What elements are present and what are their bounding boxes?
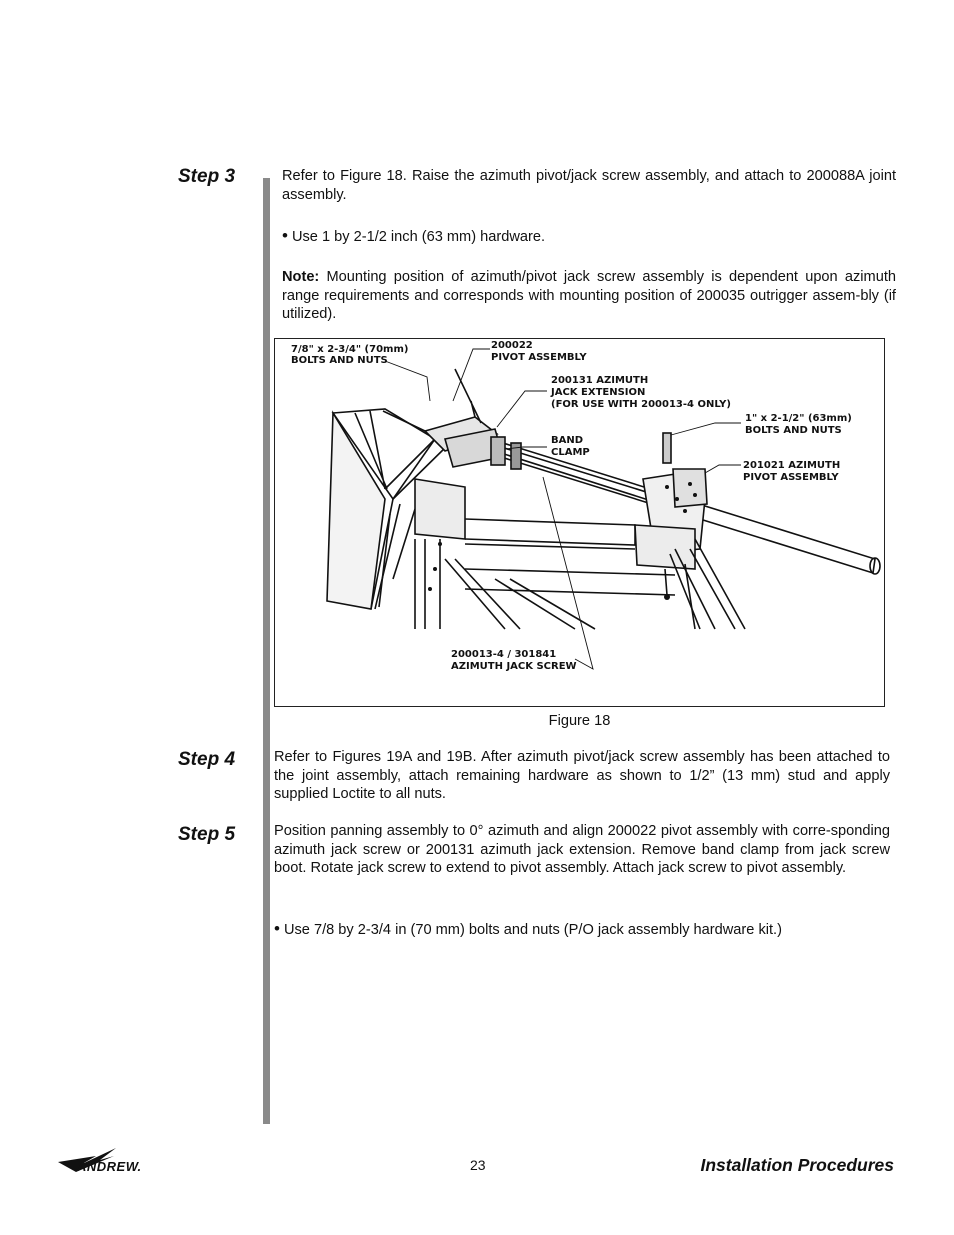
callout-bolts-70-line1: 7/8" x 2-3/4" (70mm) — [291, 344, 409, 355]
margin-rule — [263, 178, 270, 1124]
section-title: Installation Procedures — [700, 1155, 894, 1175]
figure-18-drawing — [275, 339, 886, 708]
figure-18 — [274, 338, 885, 707]
step-3-bullet-text: Use 1 by 2-1/2 inch (63 mm) hardware. — [291, 229, 546, 245]
step-3-text: Refer to Figure 18. Raise the azimuth pivot/jack screw assembly, and attach to 200088A joint assembly. — [282, 168, 896, 203]
step-4-text: Refer to Figures 19A and 19B. After azimuth pivot/jack screw assembly has been attached to the joint assembly, attach remaining hardware as shown to 1/2” (13 mm) stud and apply supplied Loctite to all nuts. — [274, 749, 890, 803]
step-3-label: Step 3 — [178, 166, 236, 187]
callout-pivot-line2: PIVOT ASSEMBLY — [491, 352, 587, 363]
callout-bolts-70-line2: BOLTS AND NUTS — [291, 355, 388, 366]
callout-jack-screw-line2: AZIMUTH JACK SCREW — [451, 661, 577, 672]
step-5-text: Position panning assembly to 0° azimuth and align 200022 pivot assembly with corre-sponding azimuth jack screw or 200131 azimuth jack extension. Remove band clamp from jack screw boot. Rotate jack screw to extend to pivot assembly. Attach jack screw to pivot assembly. — [274, 823, 890, 877]
callout-band-line2: CLAMP — [551, 447, 590, 458]
bullet-icon: • — [282, 226, 288, 245]
page-number: 23 — [470, 1157, 486, 1173]
figure-caption: Figure 18 — [548, 713, 611, 729]
callout-jack-ext-line1: 200131 AZIMUTH — [551, 375, 649, 386]
note-label: Note: — [282, 269, 320, 285]
step-5-label: Step 5 — [178, 824, 236, 845]
callout-jack-screw-line1: 200013-4 / 301841 — [451, 649, 557, 660]
callout-band-line1: BAND — [551, 435, 584, 446]
callout-az-pivot-line2: PIVOT ASSEMBLY — [743, 472, 839, 483]
bullet-icon: • — [274, 919, 280, 938]
logo-text: ANDREW. — [77, 1159, 142, 1174]
callout-pivot-line1: 200022 — [491, 340, 533, 351]
callout-jack-ext-line3: (FOR USE WITH 200013-4 ONLY) — [551, 399, 731, 410]
note-text: Mounting position of azimuth/pivot jack screw assembly is dependent upon azimuth range requirements and corresponds with mounting position of 200035 outrigger assem-bly (if utilized). — [282, 269, 896, 323]
callout-bolts-63-line1: 1" x 2-1/2" (63mm) — [745, 413, 852, 424]
callout-az-pivot-line1: 201021 AZIMUTH — [743, 460, 841, 471]
step-5-bullet-text: Use 7/8 by 2-3/4 in (70 mm) bolts and nuts (P/O jack assembly hardware kit.) — [283, 922, 782, 938]
callout-bolts-63-line2: BOLTS AND NUTS — [745, 425, 842, 436]
step-4-label: Step 4 — [178, 749, 236, 770]
step-3-note — [282, 268, 896, 324]
callout-jack-ext-line2: JACK EXTENSION — [551, 387, 646, 398]
step-3-bullet — [282, 227, 896, 247]
step-5-bullet — [274, 920, 890, 940]
